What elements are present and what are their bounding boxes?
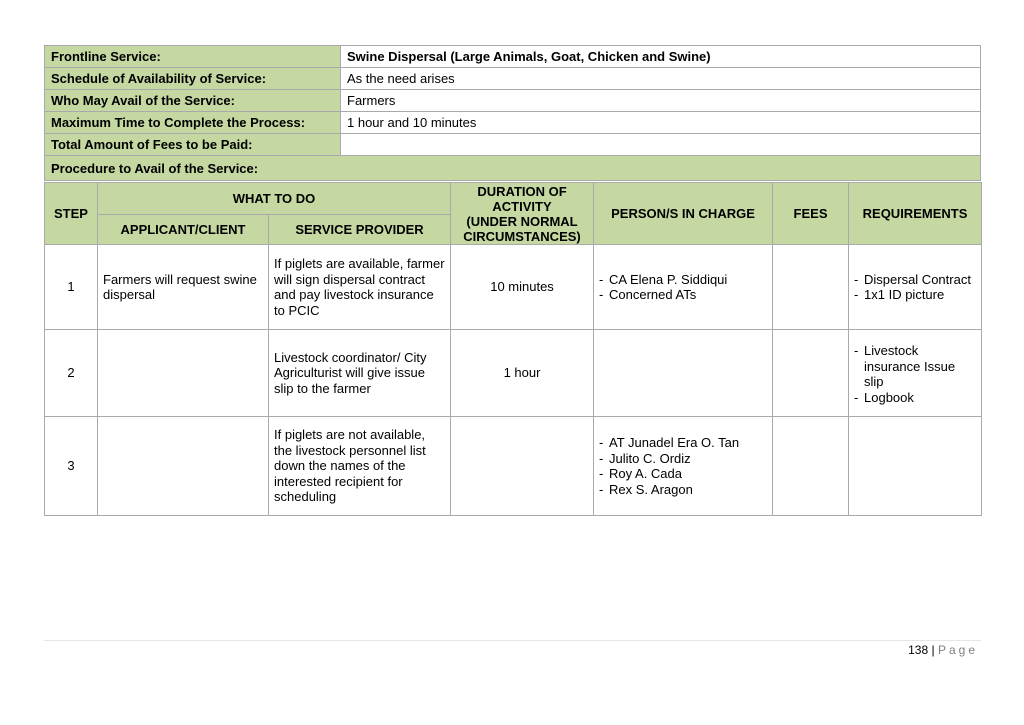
- page-number-value: 138: [908, 643, 929, 657]
- info-label: Frontline Service:: [45, 46, 341, 68]
- info-row-schedule: [45, 68, 981, 90]
- persons-cell: [594, 330, 773, 417]
- info-value: Farmers: [341, 90, 981, 112]
- duration-cell: 1 hour: [451, 330, 594, 417]
- list-item: - Logbook: [854, 390, 976, 406]
- provider-cell: If piglets are not available, the livestock personnel list down the names of the interested recipient for scheduling: [269, 417, 451, 516]
- persons-cell: [594, 417, 773, 516]
- info-label: Total Amount of Fees to be Paid:: [45, 134, 341, 156]
- requirements-cell: [849, 330, 982, 417]
- page-separator: |: [931, 643, 935, 657]
- list-item: - Julito C. Ordiz: [599, 451, 767, 467]
- header-duration-line1: DURATION OF ACTIVITY: [477, 183, 567, 214]
- persons-list: [599, 435, 767, 497]
- header-duration: [451, 183, 594, 245]
- table-row: [45, 245, 982, 330]
- header-persons-in-charge: PERSON/S IN CHARGE: [594, 183, 773, 245]
- fees-cell: [773, 330, 849, 417]
- info-label: Who May Avail of the Service:: [45, 90, 341, 112]
- table-row: [45, 417, 982, 516]
- procedure-table: [44, 182, 982, 516]
- provider-cell: Livestock coordinator/ City Agriculturist will give issue slip to the farmer: [269, 330, 451, 417]
- page-number: [908, 643, 978, 657]
- requirements-list: [854, 343, 976, 405]
- fees-cell: [773, 245, 849, 330]
- list-item: - Livestock insurance Issue slip: [854, 343, 976, 390]
- list-item: - AT Junadel Era O. Tan: [599, 435, 767, 451]
- footer-divider: [44, 640, 981, 641]
- info-row-frontline-service: [45, 46, 981, 68]
- info-row-max-time: [45, 112, 981, 134]
- info-value: [341, 134, 981, 156]
- requirements-cell: [849, 417, 982, 516]
- header-step: STEP: [45, 183, 98, 245]
- table-row: [45, 330, 982, 417]
- procedure-label: Procedure to Avail of the Service:: [45, 156, 981, 181]
- persons-cell: [594, 245, 773, 330]
- header-what-to-do: WHAT TO DO: [98, 183, 451, 215]
- header-applicant: APPLICANT/CLIENT: [98, 215, 269, 245]
- requirements-list: [854, 272, 976, 303]
- applicant-cell: [98, 330, 269, 417]
- list-item: - Roy A. Cada: [599, 466, 767, 482]
- service-info-table: [44, 45, 981, 181]
- duration-cell: 10 minutes: [451, 245, 594, 330]
- info-value: As the need arises: [341, 68, 981, 90]
- step-cell: 1: [45, 245, 98, 330]
- fees-cell: [773, 417, 849, 516]
- step-cell: 2: [45, 330, 98, 417]
- info-value: Swine Dispersal (Large Animals, Goat, Chicken and Swine): [341, 46, 981, 68]
- requirements-cell: [849, 245, 982, 330]
- list-item: - Dispersal Contract: [854, 272, 976, 288]
- info-label: Maximum Time to Complete the Process:: [45, 112, 341, 134]
- list-item: - 1x1 ID picture: [854, 287, 976, 303]
- header-service-provider: SERVICE PROVIDER: [269, 215, 451, 245]
- info-row-procedure: [45, 156, 981, 181]
- header-fees: FEES: [773, 183, 849, 245]
- list-item: - Concerned ATs: [599, 287, 767, 303]
- list-item: - CA Elena P. Siddiqui: [599, 272, 767, 288]
- duration-cell: [451, 417, 594, 516]
- info-row-total-fees: [45, 134, 981, 156]
- info-value: 1 hour and 10 minutes: [341, 112, 981, 134]
- info-label: Schedule of Availability of Service:: [45, 68, 341, 90]
- applicant-cell: Farmers will request swine dispersal: [98, 245, 269, 330]
- step-cell: 3: [45, 417, 98, 516]
- header-requirements: REQUIREMENTS: [849, 183, 982, 245]
- persons-list: [599, 272, 767, 303]
- page-word: Page: [937, 643, 978, 657]
- applicant-cell: [98, 417, 269, 516]
- header-row-top: [45, 183, 982, 215]
- header-duration-line2: (UNDER NORMAL CIRCUMSTANCES): [463, 213, 581, 244]
- info-row-who-may-avail: [45, 90, 981, 112]
- list-item: - Rex S. Aragon: [599, 482, 767, 498]
- provider-cell: If piglets are available, farmer will sign dispersal contract and pay livestock insurance to PCIC: [269, 245, 451, 330]
